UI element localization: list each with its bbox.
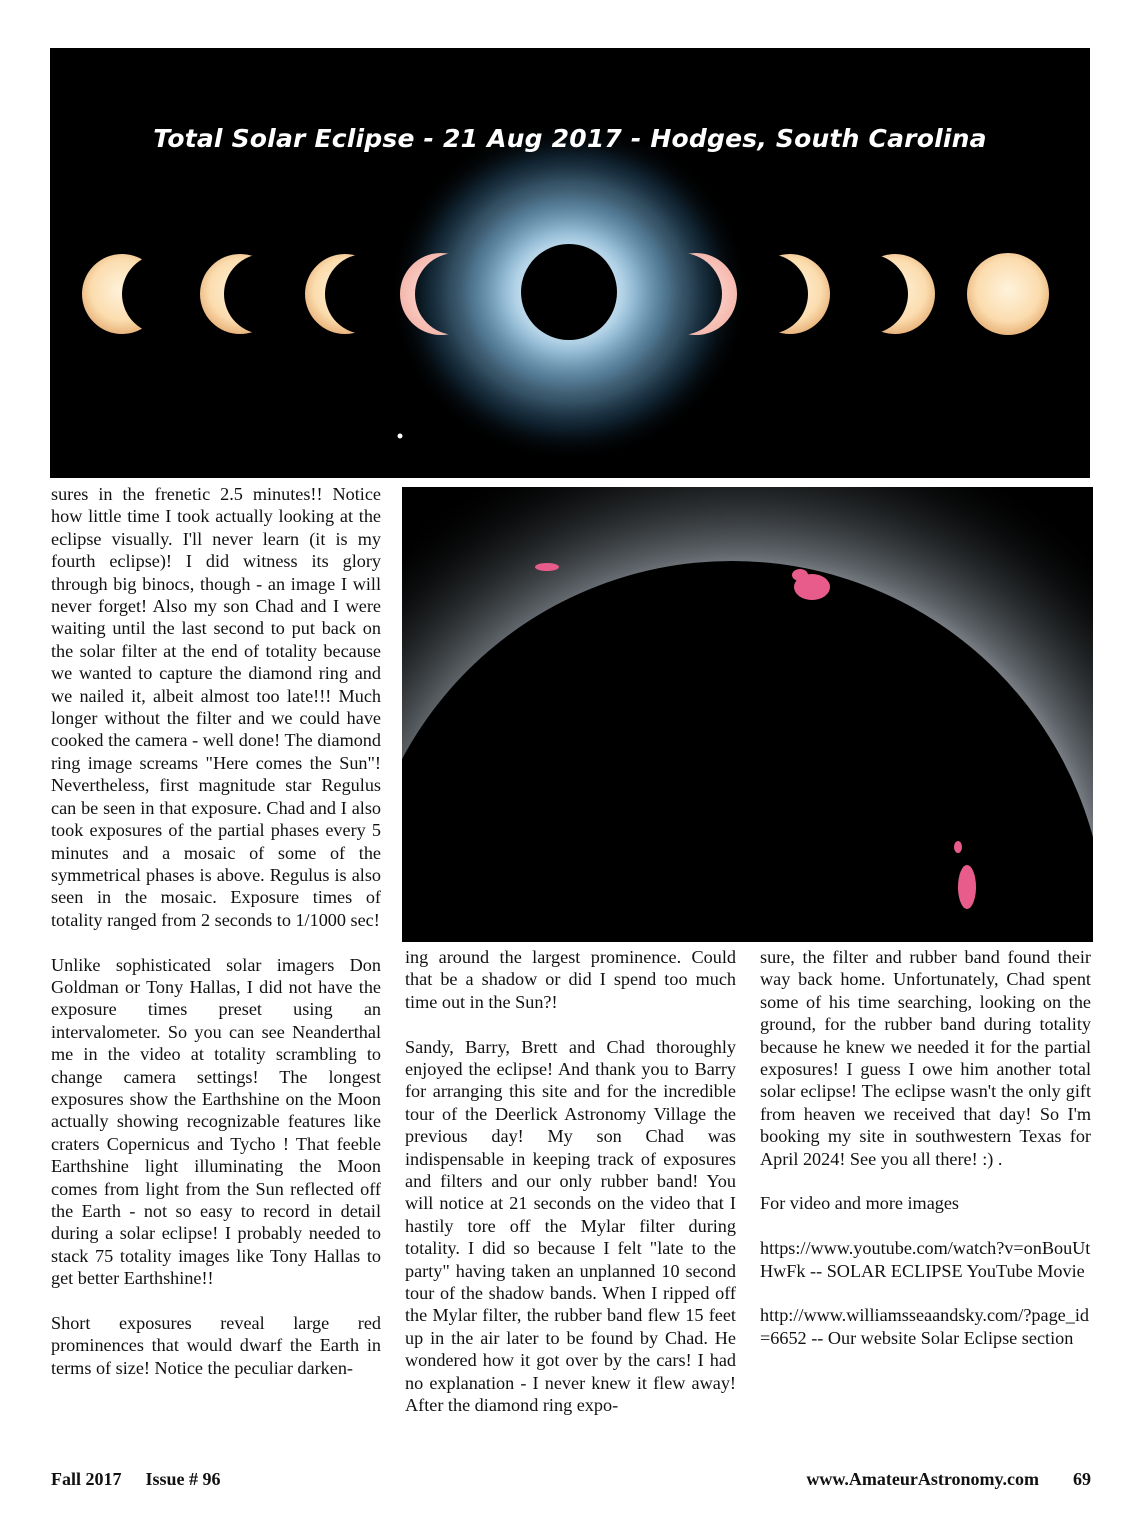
partial-phase-4	[400, 253, 482, 335]
issue-number: Issue # 96	[145, 1469, 221, 1489]
prominence-graphic	[402, 487, 1093, 942]
link-description: -- Our website Solar Eclipse section	[806, 1327, 1074, 1348]
footer-right	[806, 1469, 1091, 1490]
link-paragraph	[760, 1237, 1091, 1282]
mosaic-graphic	[50, 48, 1090, 478]
partial-phase-2	[200, 254, 280, 334]
partial-phase-7	[855, 254, 935, 334]
article-column-1	[51, 483, 381, 1402]
footer-left	[51, 1469, 245, 1490]
paragraph: sure, the filter and rubber band found their way back home. Unfortunately, Chad spent some of his time searching, looking on the ground, for the rubber band during totality because he knew we needed it for the partial exposures! I guess I owe him another total solar eclipse! The eclipse wasn't the only gift from heaven we received that day! So I'm booking my site in southwestern Texas for April 2024! See you all there! :) .	[760, 947, 1091, 1169]
article-column-2	[405, 946, 736, 1439]
article-column-3	[760, 946, 1091, 1372]
youtube-link[interactable]: https://www.youtube.com/watch?v=onBouUtHwFk	[760, 1238, 1091, 1281]
paragraph: sures in the frenetic 2.5 minutes!! Notice how little time I took actually looking at the eclipse visually. I'll never learn (it is my fourth eclipse)! I did witness its glory through big binocs, though - an image I will never forget! Also my son Chad and I were waiting until the last second to put back on the solar filter at the end of totality because we wanted to capture the diamond ring and we nailed it, albeit almost too late!!! Much longer without the filter and we could have cooked the camera - well done! The diamond ring image screams "Here comes the Sun"! Nevertheless, first magnitude star Regulus can be seen in that exposure. Chad and I also took exposures of the partial phases every 5 minutes and a mosaic of some of the symmetrical phases is above. Regulus is also seen in the mosaic. Exposure times of totality ranged from 2 seconds to 1/1000 sec!	[51, 484, 381, 930]
totality-moon	[521, 244, 617, 340]
link-description: -- SOLAR ECLIPSE YouTube Movie	[805, 1260, 1085, 1281]
website-link[interactable]: http://www.williamsseaandsky.com/?page_id=6652	[760, 1305, 1089, 1348]
partial-phase-1	[82, 254, 162, 334]
paragraph: Sandy, Barry, Brett and Chad thoroughly enjoyed the eclipse! And thank you to Barry for arranging this site and for the incredible tour of the Deerlick Astronomy Village the previous day! My son Chad was indispensable in keeping track of exposures and filters and our only rubber band! You will notice at 21 seconds on the video that I hastily tore off the Mylar filter during totality. I did so because I felt "late to the party" having taken an unplanned 10 second tour of the shadow bands. When I ripped off the Mylar filter, the rubber band flew 15 feet up in the air later to be found by Chad. He wondered how it got over by the cars! I had no explanation - I never knew it flew away! After the diamond ring expo-	[405, 1036, 736, 1416]
site-url[interactable]: www.AmateurAstronomy.com	[806, 1469, 1039, 1489]
paragraph: Short exposures reveal large red prominences that would dwarf the Earth in terms of size! Notice the peculiar darken-	[51, 1313, 381, 1378]
paragraph: For video and more images	[760, 1193, 960, 1214]
page-number: 69	[1073, 1469, 1091, 1489]
partial-phase-6	[750, 254, 830, 334]
regulus-star	[398, 434, 403, 439]
eclipse-mosaic-photo	[50, 48, 1090, 478]
partial-phase-5	[655, 253, 737, 335]
prominence-photo	[402, 487, 1093, 942]
full-sun	[967, 253, 1049, 335]
issue-season: Fall 2017	[51, 1469, 122, 1489]
paragraph: Unlike sophisticated solar imagers Don Goldman or Tony Hallas, I did not have the exposure times preset using an intervalometer. So you can see Neanderthal me in the video at totality scrambling to change camera settings! The longest exposures show the Earthshine on the Moon actually showing recognizable features like craters Copernicus and Tycho ! That feeble Earthshine light illuminating the Moon comes from light from the Sun reflected off the Earth - not so easy to record in detail during a solar eclipse! I probably needed to stack 75 totality images like Tony Hallas to get better Earthshine!!	[51, 954, 381, 1289]
partial-phase-3	[305, 254, 385, 334]
mosaic-title: Total Solar Eclipse - 21 Aug 2017 - Hodges, South Carolina	[153, 124, 987, 153]
link-paragraph	[760, 1304, 1091, 1349]
paragraph: ing around the largest prominence. Could that be a shadow or did I spend too much time out in the Sun?!	[405, 947, 736, 1012]
